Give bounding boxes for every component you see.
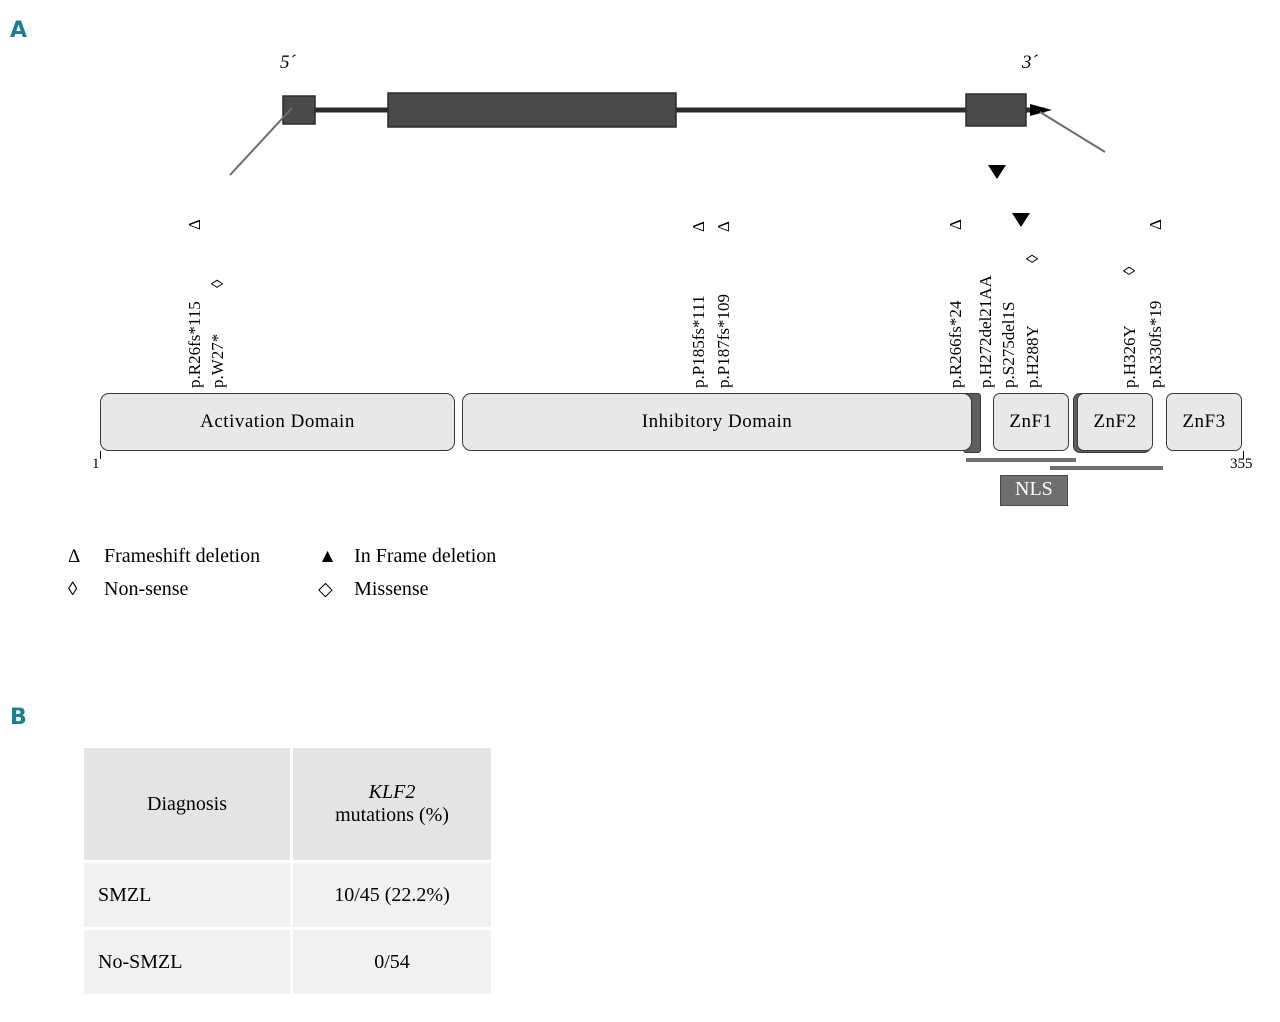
table-header-diagnosis: Diagnosis (84, 748, 292, 862)
table-cell-diagnosis: No-SMZL (84, 929, 292, 996)
coordinate-tick-start (100, 451, 101, 459)
mutation-label-text: p.H288Y (1023, 325, 1042, 388)
panel-b-letter: B (10, 705, 27, 730)
mutation-symbol-text: ◊ (208, 279, 227, 288)
in-frame-deletion-marker-icon (988, 165, 1006, 179)
legend (68, 540, 506, 606)
mutation-symbol-text: Δ (1146, 219, 1165, 230)
mutation-label-text: p.S275del1S (999, 301, 1018, 388)
nls-underline-2 (1050, 466, 1163, 470)
mutation-label-text: p.P185fs*111 (689, 295, 708, 388)
legend-symbol-missense-icon: ◇ (318, 578, 333, 600)
mutation-symbol-text: Δ (946, 219, 965, 230)
mutation-symbol-text: Δ (714, 221, 733, 232)
mutation-symbol-text: ◊ (1023, 254, 1042, 263)
legend-label-inframe: In Frame deletion (354, 545, 497, 567)
domain-znf1-label: ZnF1 (1009, 411, 1053, 432)
table-header-mutations-sub: mutations (%) (335, 804, 449, 826)
three-prime-label: 3´ (1022, 52, 1038, 73)
mutation-label-text: p.P187fs*109 (714, 294, 733, 388)
mutation-label-text: p.R266fs*24 (946, 300, 965, 388)
nls-badge: NLS (1000, 475, 1068, 506)
mutation-label-text: p.R330fs*19 (1146, 300, 1165, 388)
domain-activation (100, 393, 455, 451)
coordinate-start-label: 1 (92, 456, 100, 472)
legend-symbol-frameshift-icon: Δ (68, 545, 81, 567)
domain-activation-label: Activation Domain (200, 411, 355, 432)
legend-symbol-nonsense-icon: ◊ (68, 578, 78, 600)
table-row (84, 929, 493, 996)
table-header-row (84, 748, 493, 862)
mutation-label-text: p.R26fs*115 (185, 301, 204, 388)
table-cell-diagnosis: SMZL (84, 862, 292, 929)
panel-a-letter: A (10, 18, 28, 43)
domain-znf3 (1166, 393, 1242, 451)
domain-inhibitory-label: Inhibitory Domain (641, 411, 793, 432)
table-row (84, 862, 493, 929)
mutation-symbol-text: Δ (185, 219, 204, 230)
mutation-symbol-text: Δ (689, 221, 708, 232)
table-cell-mutations: 0/54 (292, 929, 493, 996)
table-cell-mutations: 10/45 (22.2%) (292, 862, 493, 929)
protein-domain-diagram (0, 330, 1280, 550)
mutation-symbol-text: ◊ (1120, 266, 1139, 275)
in-frame-deletion-marker-icon (1012, 213, 1030, 227)
legend-symbol-inframe-icon: ▲ (318, 545, 337, 567)
coordinate-end-label: 355 (1230, 456, 1253, 472)
table-header-gene-name: KLF2 (368, 781, 416, 803)
domain-inhibitory (462, 393, 972, 451)
mutation-label-text: p.H326Y (1120, 325, 1139, 388)
domain-znf2-label: ZnF2 (1093, 411, 1137, 432)
mutation-label-text: p.W27* (208, 333, 227, 388)
table-header-mutations (292, 748, 493, 862)
nls-underline-1 (966, 458, 1076, 462)
domain-znf2 (1077, 393, 1153, 451)
five-prime-label: 5´ (280, 52, 296, 73)
domain-znf3-label: ZnF3 (1182, 411, 1226, 432)
mutation-label-text: p.H272del21AA (976, 275, 995, 388)
domain-znf1 (993, 393, 1069, 451)
legend-label-nonsense: Non-sense (104, 578, 189, 600)
legend-label-missense: Missense (354, 578, 429, 600)
legend-label-frameshift: Frameshift deletion (104, 545, 261, 567)
mutation-frequency-table (84, 748, 494, 997)
